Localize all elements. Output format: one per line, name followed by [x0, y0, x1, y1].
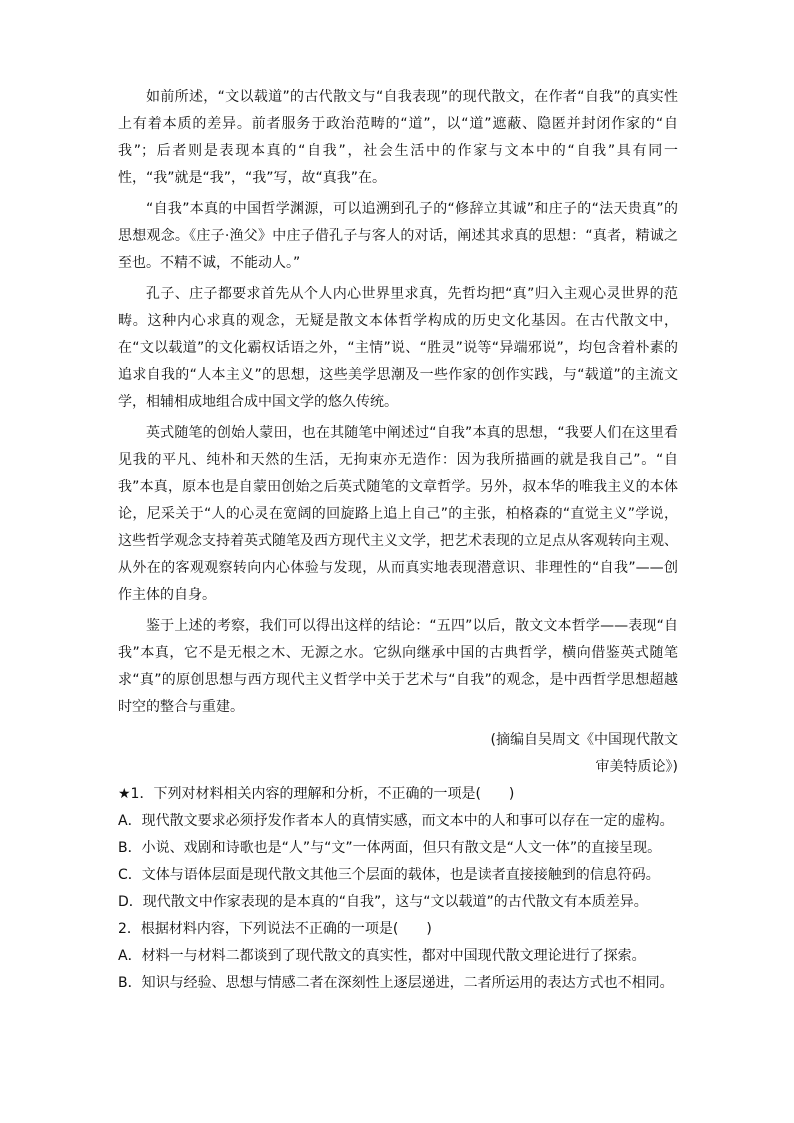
- question-1-option-d: D．现代散文中作家表现的是本真的“自我”，这与“文以载道”的古代散文有本质差异。: [118, 894, 648, 910]
- question-1-option-b: B．小说、戏剧和诗歌也是“人”与“文”一体两面，但只有散文是“人文一体”的直接呈现。: [118, 840, 662, 856]
- source-line-1: (摘编自吴周文《中国现代散文: [490, 732, 678, 748]
- passage: [118, 84, 678, 781]
- question-2-stem: 2．根据材料内容，下列说法不正确的一项是( ): [118, 921, 432, 937]
- question-1: [118, 781, 678, 916]
- question-2-option-a: A．材料一与材料二都谈到了现代散文的真实性，都对中国现代散文理论进行了探索。: [118, 948, 646, 964]
- question-2: [118, 916, 678, 997]
- question-1-option-c: C．文体与语体层面是现代散文其他三个层面的载体，也是读者直接接触到的信息符码。: [118, 867, 660, 883]
- question-2-option-b: B．知识与经验、思想与情感二者在深刻性上逐层递进，二者所运用的表达方式也不相同。: [118, 975, 674, 991]
- passage-paragraph-3: 孔子、庄子都要求首先从个人内心世界里求真，先哲均把“真”归入主观心灵世界的范畴。这种内心求真的观念，无疑是散文本体哲学构成的历史文化基因。在古代散文中，在“文以载道”的文化霸权话语之外，“主情”说、“胜灵”说等“异端邪说”，均包含着朴素的追求自我的“人本主义”的思想，这些美学思潮及一些作家的创作实践，与“载道”的主流文学，相辅相成地组合成中国文学的悠久传统。: [118, 286, 678, 410]
- passage-paragraph-2: “自我”本真的中国哲学渊源，可以追溯到孔子的“修辞立其诚”和庄子的“法天贵真”的思想观念。《庄子·渔父》中庄子借孔子与客人的对话，阐述其求真的思想：“真者，精诚之至也。不精不诚，不能动人。”: [118, 201, 678, 271]
- question-1-option-a: A．现代散文要求必须抒发作者本人的真情实感，而文本中的人和事可以存在一定的虚构。: [118, 813, 674, 829]
- passage-paragraph-1: 如前所述，“文以载道”的古代散文与“自我表现”的现代散文，在作者“自我”的真实性上有着本质的差异。前者服务于政治范畴的“道”，以“道”遮蔽、隐匿并封闭作家的“自我”；后者则是表现本真的“自我”，社会生活中的作家与文本中的“自我”具有同一性，“我”就是“我”，“我”写，故“真我”在。: [118, 89, 678, 186]
- passage-source: [118, 727, 678, 781]
- question-1-stem: ★1．下列对材料相关内容的理解和分析，不正确的一项是( ): [118, 786, 515, 802]
- passage-paragraph-5: 鉴于上述的考察，我们可以得出这样的结论：“五四”以后，散文文本哲学——表现“自我”本真，它不是无根之木、无源之水。它纵向继承中国的古典哲学，横向借鉴英式随笔求“真”的原创思想与西方现代主义哲学中关于艺术与“自我”的观念，是中西哲学思想超越时空的整合与重建。: [118, 618, 678, 715]
- source-line-2: 审美特质论》): [595, 759, 678, 775]
- passage-paragraph-4: 英式随笔的创始人蒙田，也在其随笔中阐述过“自我”本真的思想，“我要人们在这里看见我的平凡、纯朴和天然的生活，无拘束亦无造作：因为我所描画的就是我自己”。“自我”本真，原本也是自蒙田创始之后英式随笔的文章哲学。另外，叔本华的唯我主义的本体论，尼采关于“人的心灵在宽阔的回旋路上追上自己”的主张，柏格森的“直觉主义”学说，这些哲学观念支持着英式随笔及西方现代主义文学，把艺术表现的立足点从客观转向主观、从外在的客观观察转向内心体验与发现，从而真实地表现潜意识、非理性的“自我”——创作主体的自身。: [118, 425, 678, 603]
- page-content: [118, 84, 678, 997]
